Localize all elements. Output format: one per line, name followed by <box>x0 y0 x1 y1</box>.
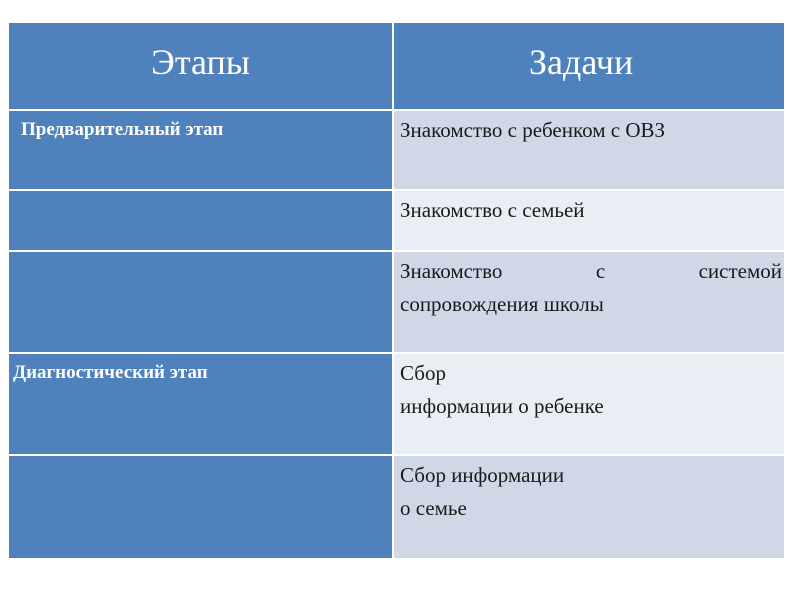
task-text: Знакомство с семьей <box>400 198 585 222</box>
task-text-line1: Сбор <box>400 361 446 385</box>
task-text-line2: информации о ребенке <box>400 394 604 418</box>
task-cell <box>394 191 784 250</box>
task-text-line1: Сбор информации <box>400 463 565 487</box>
table-header-row <box>9 23 784 111</box>
task-text: Знакомство с ребенком с ОВЗ <box>400 118 666 142</box>
task-cell <box>394 354 784 454</box>
table-row <box>9 354 784 456</box>
table-row <box>9 111 784 191</box>
stage-cell <box>9 252 394 352</box>
task-text-line2: о семье <box>400 496 467 520</box>
table-row <box>9 252 784 354</box>
task-cell <box>394 111 784 189</box>
header-tasks: Задачи <box>394 23 784 109</box>
stage-cell <box>9 456 394 558</box>
task-text-line2: сопровождения школы <box>400 292 604 316</box>
task-cell <box>394 456 784 558</box>
stage-cell <box>9 191 394 250</box>
task-text-line1: Знакомство с системой <box>400 259 782 283</box>
header-stages: Этапы <box>9 23 394 109</box>
stage-cell: Предварительный этап <box>9 111 394 189</box>
table-row <box>9 456 784 558</box>
stage-cell: Диагностический этап <box>9 354 394 454</box>
stages-tasks-table <box>8 22 785 559</box>
task-cell <box>394 252 784 352</box>
table-row <box>9 191 784 252</box>
